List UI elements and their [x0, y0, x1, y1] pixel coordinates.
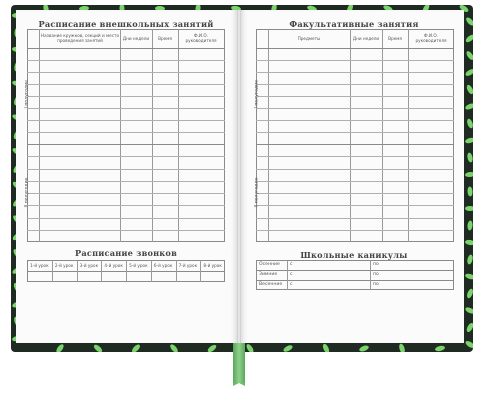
- holiday-from: с: [290, 282, 293, 287]
- electives-header-days: Дни недели: [352, 35, 380, 41]
- table-row-line: [27, 48, 225, 49]
- table-row-line: [27, 120, 225, 121]
- cover-leaf-pattern: [435, 345, 446, 352]
- holiday-row-line: [256, 270, 454, 271]
- bells-title: Расписание звонков: [75, 248, 177, 258]
- col-line: [52, 260, 53, 282]
- holiday-from: с: [290, 262, 293, 267]
- table-row-line: [256, 193, 454, 194]
- bell-lesson-6: 6-й урок: [153, 262, 173, 268]
- cover-leaf-pattern: [465, 50, 473, 61]
- bell-lesson-8: 8-й урок: [203, 262, 222, 268]
- bell-lesson-4: 4-й урок: [104, 262, 123, 268]
- cover-leaf-pattern: [464, 102, 473, 111]
- table-row-line: [27, 156, 225, 157]
- cover-leaf-pattern: [169, 343, 179, 352]
- holidays-title: Школьные каникулы: [300, 250, 408, 260]
- col-line: [176, 260, 177, 282]
- cover-leaf-pattern: [466, 118, 473, 129]
- bell-lesson-5: 5-й урок: [129, 262, 148, 268]
- col-line: [101, 260, 102, 282]
- col-line: [370, 260, 371, 290]
- table-row-line: [27, 60, 225, 61]
- cover-leaf-pattern: [465, 33, 473, 43]
- cover-leaf-pattern: [55, 343, 65, 352]
- table-row-line: [256, 230, 454, 231]
- cover-leaf-pattern: [466, 288, 473, 299]
- extracurricular-header-name: Название кружков, секций и место проведения занятий: [40, 33, 120, 43]
- table-row-line: [27, 84, 225, 85]
- table-row-line: [27, 230, 225, 231]
- table-row-line: [27, 108, 225, 109]
- col-line: [126, 260, 127, 282]
- cover-leaf-pattern: [464, 273, 473, 281]
- cover-leaf-pattern: [207, 343, 218, 352]
- holiday-from: с: [290, 272, 293, 277]
- bell-lesson-2: 2-й урок: [54, 262, 74, 268]
- table-row-line: [256, 120, 454, 121]
- holiday-autumn: Осенние: [259, 262, 280, 267]
- holiday-winter: Зимние: [259, 272, 278, 277]
- bell-lesson-1: 1-й урок: [30, 262, 49, 268]
- cover-leaf-pattern: [465, 206, 473, 211]
- half-label-1: I полугодие: [24, 80, 30, 109]
- bell-lesson-7: 7-й урок: [178, 262, 198, 268]
- table-row-line: [256, 218, 454, 219]
- table-row-line: [256, 108, 454, 109]
- holiday-to: по: [373, 272, 379, 277]
- col-line: [200, 260, 201, 282]
- col-line: [287, 260, 288, 290]
- cover-leaf-pattern: [466, 254, 473, 265]
- cover-leaf-pattern: [465, 137, 473, 144]
- cover-leaf-pattern: [467, 186, 473, 196]
- half-label-2: II полугодие: [254, 177, 260, 208]
- bell-lesson-3: 3-й урок: [79, 262, 99, 268]
- extracurricular-header-days: Дни недели: [122, 35, 150, 41]
- table-row-line: [256, 181, 454, 182]
- table-row-line: [256, 96, 454, 97]
- half-label-2: II полугодие: [24, 177, 30, 208]
- electives-header-subject: Предметы: [297, 35, 321, 41]
- notebook-spine: [237, 10, 241, 343]
- cover-leaf-pattern: [464, 68, 473, 77]
- table-row-line: [256, 60, 454, 61]
- table-row-line: [27, 193, 225, 194]
- table-row-line: [256, 132, 454, 133]
- table-row-line: [27, 218, 225, 219]
- extracurricular-header-teacher: Ф.И.О. руководителя: [185, 33, 217, 43]
- holiday-to: по: [373, 282, 379, 287]
- bookmark-ribbon[interactable]: [233, 343, 245, 383]
- holidays-table: [256, 260, 454, 290]
- holiday-row-line: [256, 280, 454, 281]
- table-row-line: [256, 205, 454, 206]
- cover-leaf-pattern: [465, 239, 473, 246]
- table-row-line: [27, 72, 225, 73]
- electives-header-time: Время: [388, 35, 402, 41]
- table-row-line: [27, 144, 225, 145]
- table-row-line: [27, 96, 225, 97]
- electives-header-teacher: Ф.И.О. руководителя: [415, 33, 447, 43]
- half-label-1: I полугодие: [254, 80, 260, 109]
- table-row-line: [256, 48, 454, 49]
- holiday-spring: Весенние: [259, 282, 283, 287]
- cover-leaf-pattern: [466, 84, 473, 95]
- cover-leaf-pattern: [464, 340, 473, 350]
- cover-leaf-pattern: [464, 306, 473, 315]
- table-row-line: [27, 169, 225, 170]
- cover-leaf-pattern: [358, 344, 369, 352]
- table-row-line: [256, 144, 454, 145]
- table-row-line: [256, 72, 454, 73]
- table-row-line: [256, 84, 454, 85]
- cover-leaf-pattern: [467, 220, 473, 230]
- table-row-line: [256, 156, 454, 157]
- cover-leaf-pattern: [465, 16, 473, 27]
- extracurricular-header-time: Время: [158, 35, 172, 41]
- cover-leaf-pattern: [322, 343, 331, 352]
- cover-leaf-pattern: [467, 152, 473, 163]
- cover-leaf-pattern: [131, 343, 142, 352]
- cover-leaf-pattern: [398, 343, 406, 352]
- cover-leaf-pattern: [465, 322, 473, 333]
- cover-leaf-pattern: [93, 343, 104, 352]
- table-row-line: [27, 132, 225, 133]
- table-row-line: [27, 181, 225, 182]
- cover-leaf-pattern: [465, 171, 473, 177]
- table-row-line: [256, 169, 454, 170]
- col-line: [151, 260, 152, 282]
- cover-leaf-pattern: [282, 344, 293, 352]
- holiday-to: по: [373, 262, 379, 267]
- electives-title: Факультативные занятия: [289, 19, 419, 29]
- extracurricular-title: Расписание внешкольных занятий: [38, 19, 214, 29]
- col-line: [77, 260, 78, 282]
- table-row-line: [27, 205, 225, 206]
- cover-leaf-pattern: [245, 343, 255, 352]
